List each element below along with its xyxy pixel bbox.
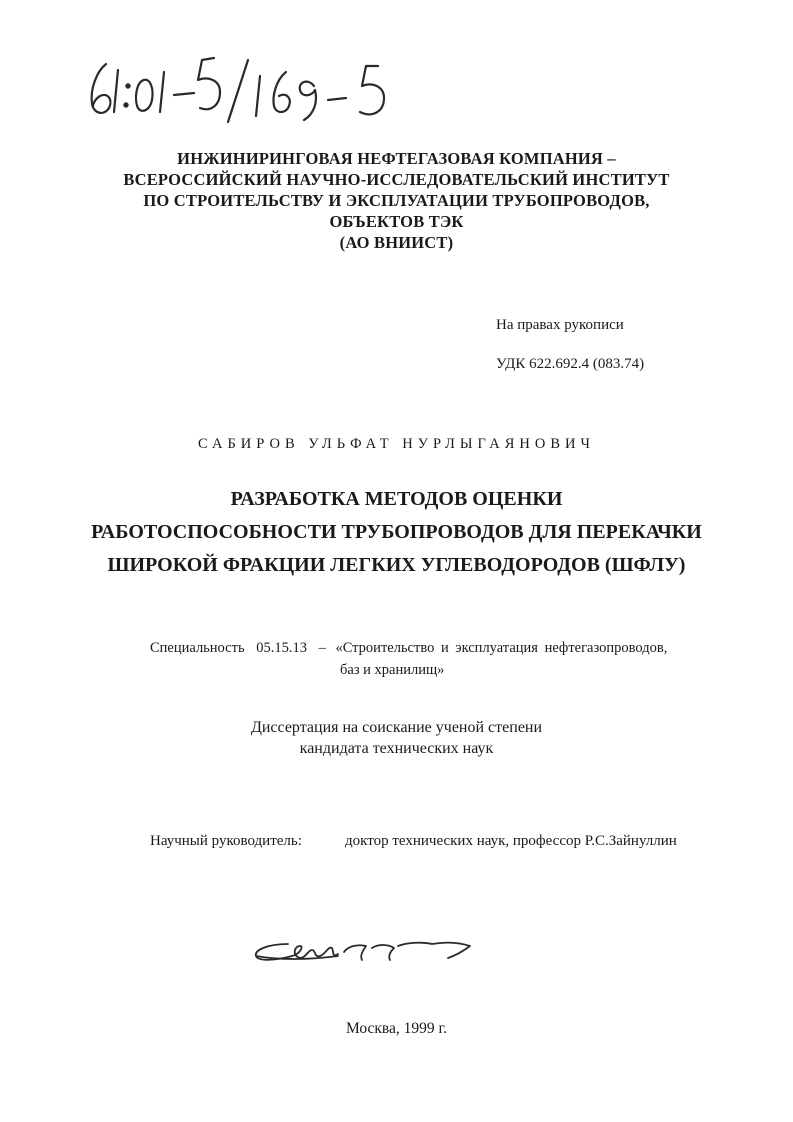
degree-line1: Диссертация на соискание ученой степени xyxy=(250,719,543,736)
institution-block xyxy=(100,148,693,253)
institution-line: (АО ВНИИСТ) xyxy=(339,233,454,252)
institution-line: ОБЪЕКТОВ ТЭК xyxy=(329,212,464,231)
udk-code: УДК 622.692.4 (083.74) xyxy=(496,356,645,372)
specialty-description-line2: баз и хранилищ» xyxy=(340,662,445,678)
degree-line2: кандидата технических наук xyxy=(299,740,494,757)
specialty-code: 05.15.13 xyxy=(256,640,307,656)
city-and-year: Москва, 1999 г. xyxy=(345,1020,448,1037)
dissertation-title xyxy=(80,483,713,582)
author-name: САБИРОВ УЛЬФАТ НУРЛЫГАЯНОВИЧ xyxy=(198,436,595,452)
institution-line: ИНЖИНИРИНГОВАЯ НЕФТЕГАЗОВАЯ КОМПАНИЯ – xyxy=(177,149,616,168)
specialty-description-line1: «Строительство и эксплуатация нефтегазопроводов, xyxy=(335,640,668,656)
title-line: ШИРОКОЙ ФРАКЦИИ ЛЕГКИХ УГЛЕВОДОРОДОВ (ШФЛУ) xyxy=(107,554,686,576)
specialty-label: Специальность xyxy=(150,640,245,656)
manuscript-rights-note: На правах рукописи xyxy=(496,317,624,333)
degree-statement xyxy=(100,717,693,759)
handwritten-signature xyxy=(248,930,478,970)
handwritten-archive-number xyxy=(78,50,398,125)
title-line: РАЗРАБОТКА МЕТОДОВ ОЦЕНКИ xyxy=(230,488,563,510)
institution-line: ВСЕРОССИЙСКИЙ НАУЧНО-ИССЛЕДОВАТЕЛЬСКИЙ ИНСТИТУТ xyxy=(123,170,670,189)
specialty-block xyxy=(150,638,668,678)
supervisor-label: Научный руководитель: xyxy=(150,833,302,849)
institution-line: ПО СТРОИТЕЛЬСТВУ И ЭКСПЛУАТАЦИИ ТРУБОПРОВОДОВ, xyxy=(143,191,650,210)
specialty-dash: – xyxy=(318,640,326,656)
title-line: РАБОТОСПОСОБНОСТИ ТРУБОПРОВОДОВ ДЛЯ ПЕРЕКАЧКИ xyxy=(91,521,702,543)
supervisor-value: доктор технических наук, профессор Р.С.Зайнуллин xyxy=(345,833,677,849)
